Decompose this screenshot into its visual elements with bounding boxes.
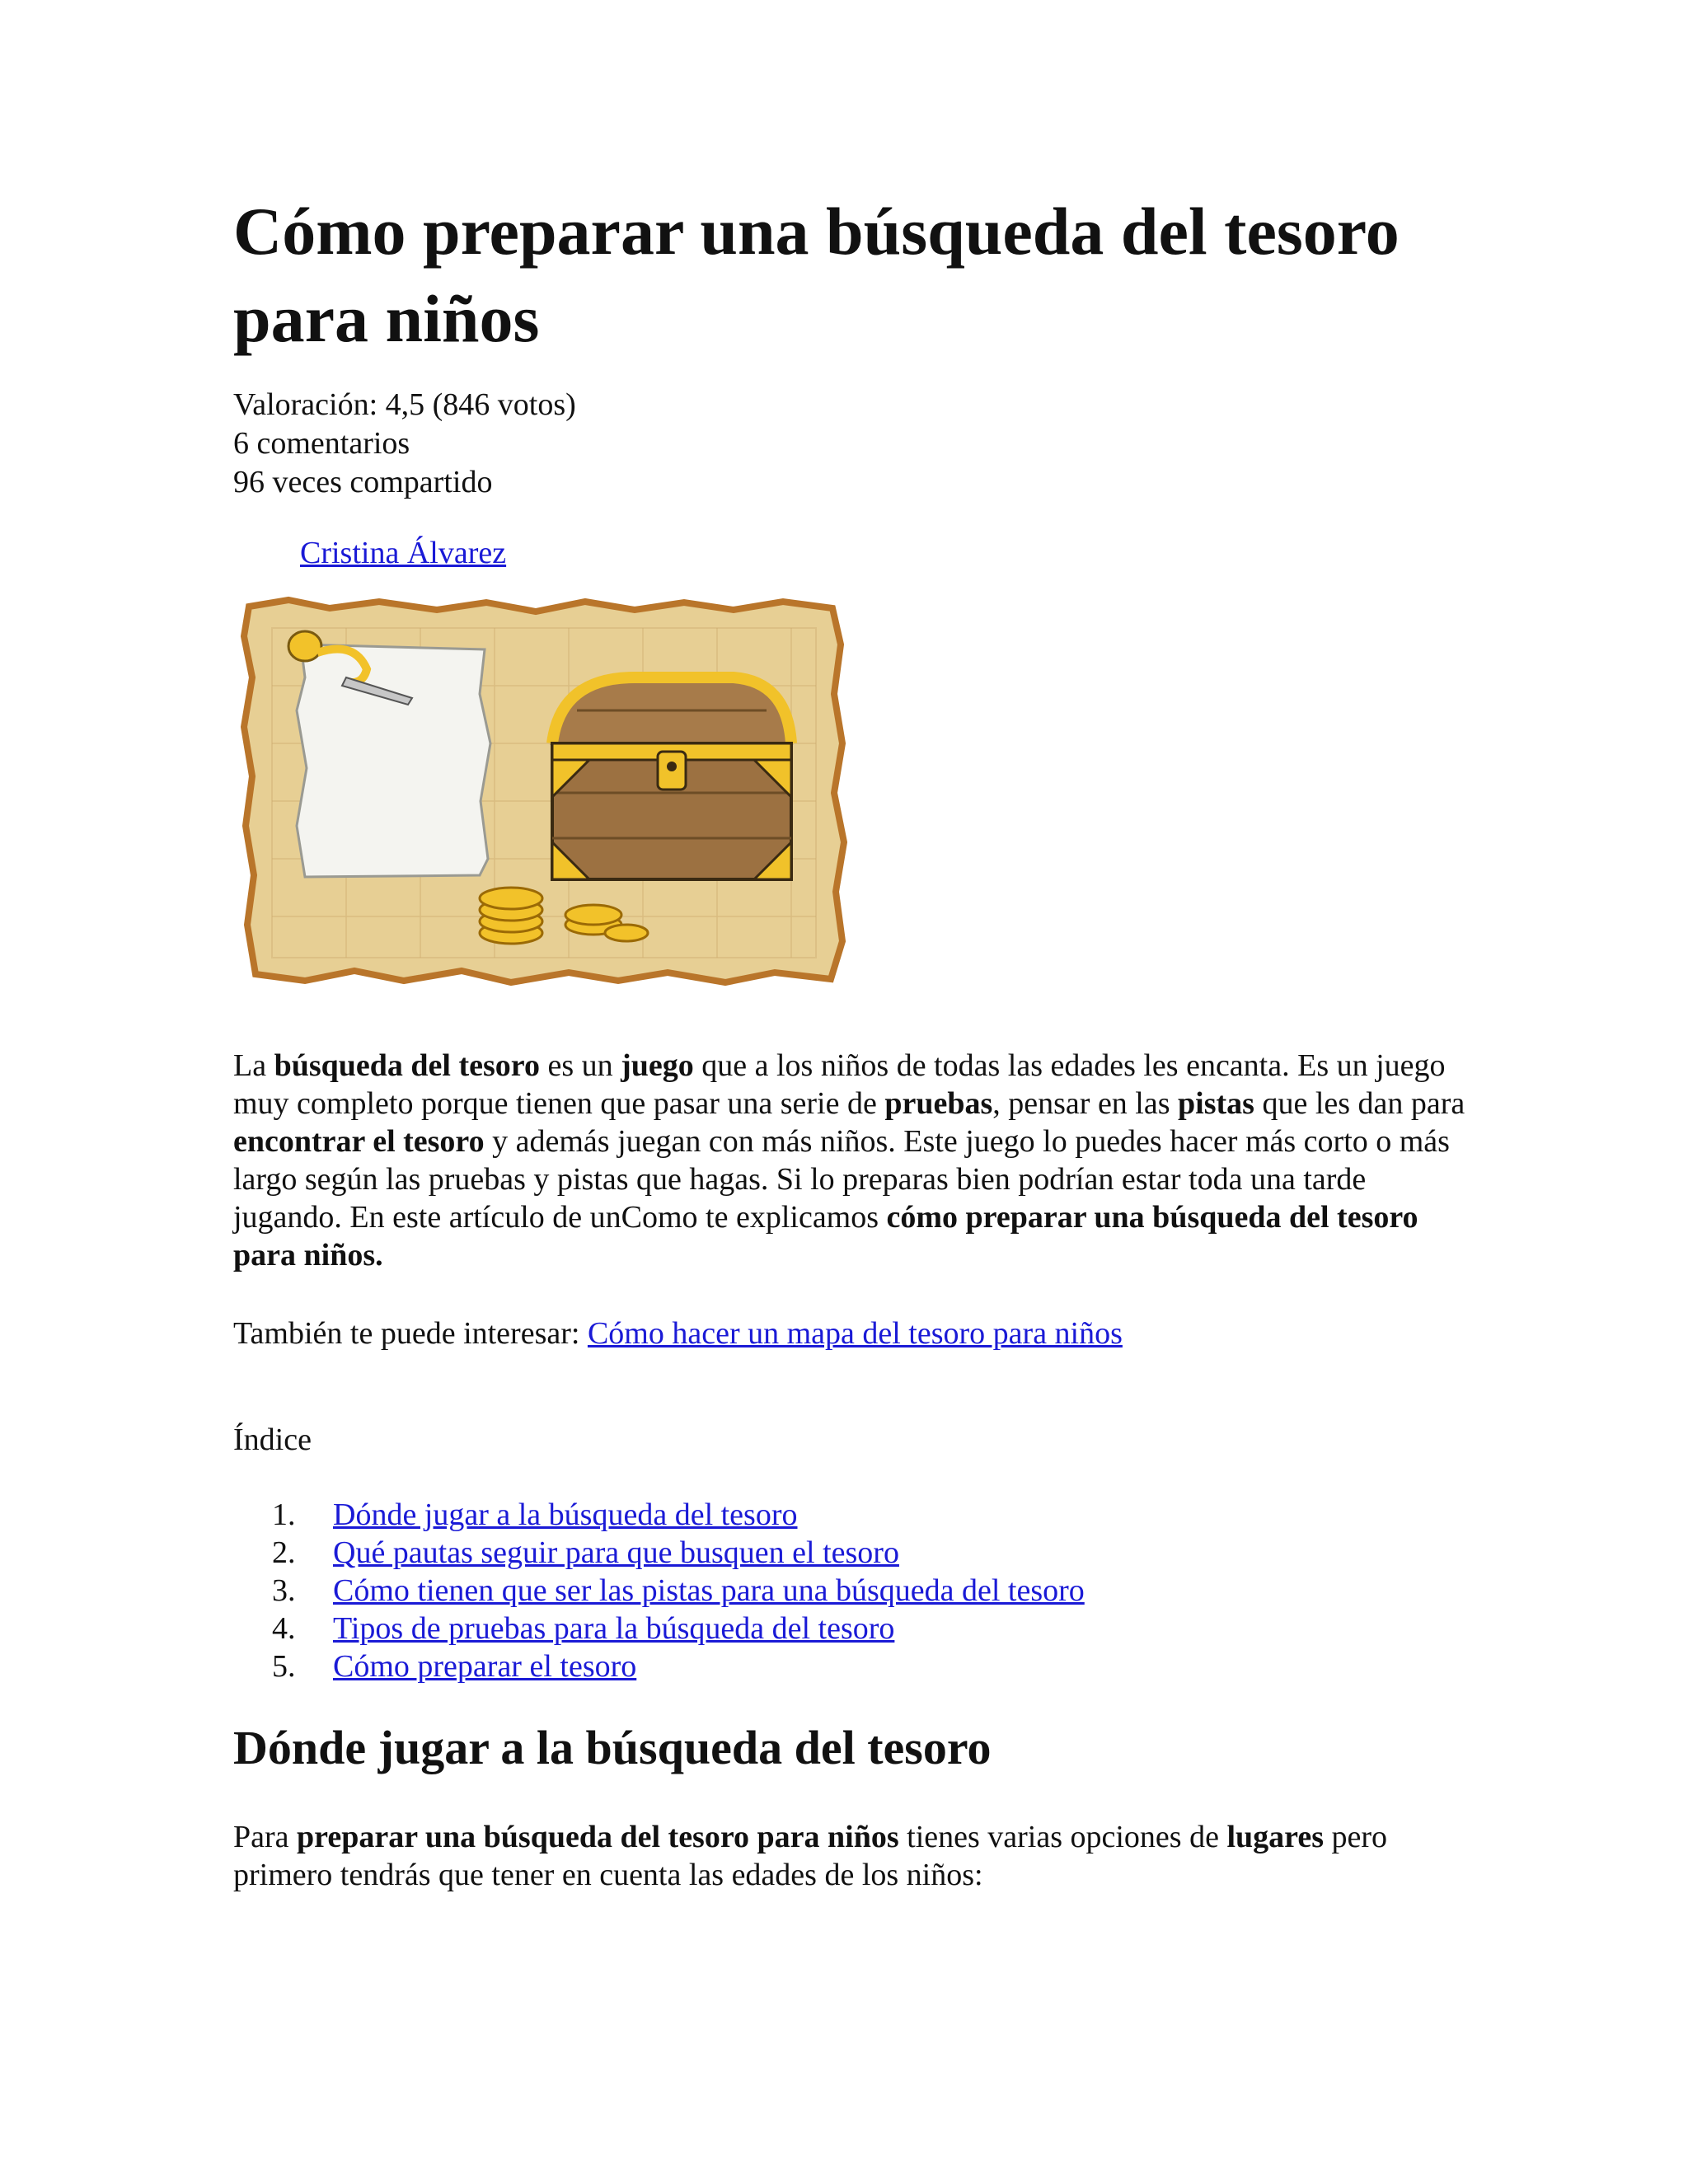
intro-bold-6: cómo preparar una búsqueda del tesoro para niños. (233, 1200, 1418, 1272)
shared-count: 96 veces compartido (233, 465, 493, 499)
toc-item (272, 1647, 1085, 1685)
intro-bold-2: juego (621, 1048, 694, 1083)
author-link[interactable]: Cristina Álvarez (300, 536, 507, 570)
section-text-3: pero primero tendrás que tener en cuenta las edades de los niños: (233, 1820, 1388, 1892)
related-article-link[interactable]: Cómo hacer un mapa del tesoro para niños (587, 1316, 1123, 1351)
intro-text-2: es un (539, 1048, 621, 1083)
toc-link-pistas[interactable]: Cómo tienen que ser las pistas para una búsqueda del tesoro (333, 1573, 1085, 1608)
toc-link-donde-jugar[interactable]: Dónde jugar a la búsqueda del tesoro (333, 1497, 798, 1532)
section-bold-2: lugares (1226, 1820, 1324, 1854)
toc-number: 1. (272, 1497, 296, 1532)
toc-item (272, 1572, 1085, 1610)
toc-item (272, 1610, 1085, 1647)
intro-paragraph (233, 1047, 1470, 1274)
intro-bold-3: pruebas (884, 1086, 993, 1121)
section-bold-1: preparar una búsqueda del tesoro para niños (297, 1820, 899, 1854)
related-label: También te puede interesar: (233, 1316, 588, 1351)
section-text-2: tienes varias opciones de (898, 1820, 1227, 1854)
toc-number: 3. (272, 1573, 296, 1608)
page-title: Cómo preparar una búsqueda del tesoro para niños (233, 194, 1400, 356)
index-heading: Índice (233, 1422, 312, 1457)
section-heading: Dónde jugar a la búsqueda del tesoro (233, 1721, 992, 1774)
intro-bold-4: pistas (1178, 1086, 1254, 1121)
toc-link-tesoro[interactable]: Cómo preparar el tesoro (333, 1649, 637, 1684)
toc-number: 5. (272, 1649, 296, 1684)
comments-count: 6 comentarios (233, 426, 410, 461)
intro-text-4: , pensar en las (992, 1086, 1179, 1121)
article-meta (233, 386, 576, 502)
intro-text-3: que a los niños de todas las edades les encanta. Es un juego muy completo porque tienen que pasar una serie de (233, 1048, 1446, 1121)
toc-item (272, 1534, 1085, 1572)
intro-text-1: La (233, 1048, 274, 1083)
table-of-contents (272, 1496, 1085, 1685)
toc-number: 2. (272, 1535, 296, 1570)
rating-text: Valoración: 4,5 (846 votos) (233, 387, 576, 422)
toc-item (272, 1496, 1085, 1534)
intro-bold-5: encontrar el tesoro (233, 1124, 485, 1159)
section-paragraph (233, 1818, 1470, 1894)
related-article (233, 1315, 1470, 1352)
intro-bold-1: búsqueda del tesoro (274, 1048, 540, 1083)
intro-text-6: y además juegan con más niños. Este juego lo puedes hacer más corto o más largo según las pruebas y pistas que hagas. Si lo preparas bien podrían estar toda una tarde jugando. En este artículo de unComo te explicamos (233, 1124, 1450, 1235)
treasure-map-chest-illustration (239, 595, 849, 987)
toc-number: 4. (272, 1611, 296, 1646)
intro-text-5: que les dan para (1254, 1086, 1465, 1121)
section-text-1: Para (233, 1820, 298, 1854)
toc-link-pruebas[interactable]: Tipos de pruebas para la búsqueda del tesoro (333, 1611, 895, 1646)
toc-link-pautas[interactable]: Qué pautas seguir para que busquen el tesoro (333, 1535, 899, 1570)
